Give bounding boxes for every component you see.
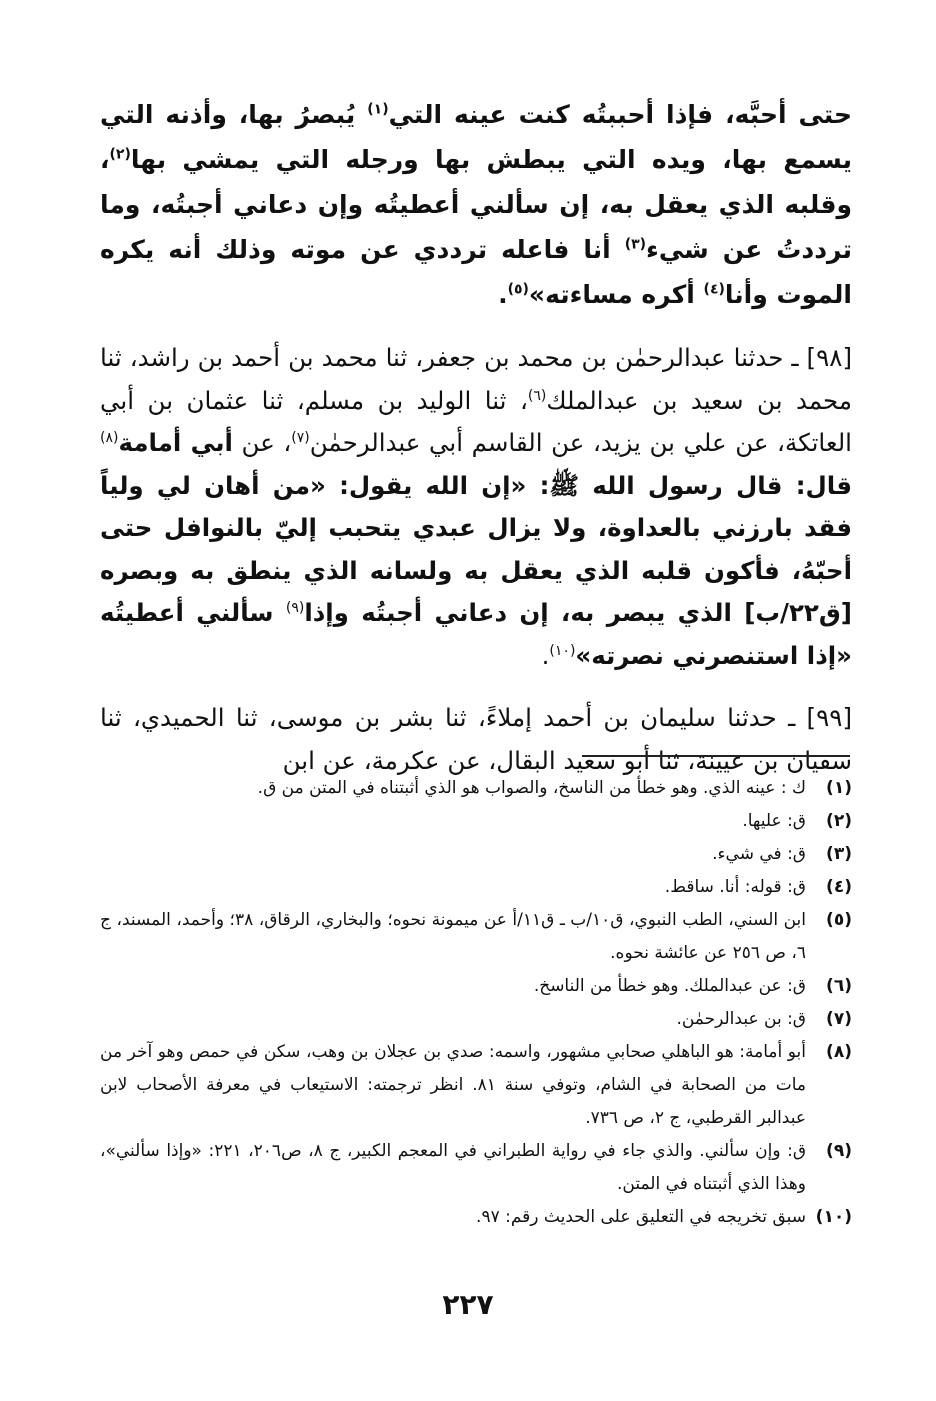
footnote-number: (٩)	[826, 1141, 852, 1161]
footnote-item	[100, 805, 852, 838]
footnote-text: أبو أمامة: هو الباهلي صحابي مشهور، واسمه: صدي بن عجلان بن وهب، سكن في حمص وهو آخر من مات من الصحابة في الشام، وتوفي سنة ٨١. انظر ترجمته: الاستيعاب في معرفة الأصحاب لابن عبدالبر القرطبي، ج ٢، ص ٧٣٦.	[100, 1042, 807, 1128]
footnote-ref[interactable]: (٥)	[507, 281, 529, 298]
footnote-text: ابن السني، الطب النبوي، ق١٠/ب ـ ق١١/أ عن ميمونة نحوه؛ والبخاري، الرقاق، ٣٨؛ وأحمد، المسند، ج ٦، ص ٢٥٦ عن عائشة نحوه.	[100, 910, 806, 963]
footnote-ref[interactable]: (٩)	[285, 599, 305, 616]
footnote-number: (٧)	[826, 1009, 852, 1029]
footnote-number: (٦)	[826, 976, 852, 996]
text-segment: أنا فاعله ترددي عن موته وذلك أنه يكره الموت وأنا	[100, 235, 852, 309]
footnote-item	[100, 838, 852, 871]
footnote-item	[100, 1201, 852, 1234]
text-segment: يُبصرُ بها، وأذنه التي يسمع بها، ويده التي يبطش بها ورجله التي يمشي بها	[100, 100, 852, 174]
text-segment: .	[541, 640, 550, 670]
text-segment-bold: أبي أمامة	[118, 428, 233, 457]
hadith-text: قال: قال رسول الله ﷺ: «إن الله يقول: «من أهان لي ولياً فقد بارزني بالعداوة، ولا يزال عبدي يتحبب إليّ بالنوافل حتى أحبّهُ، فأكون قلبه الذي يعقل به ولسانه الذي ينطق به وبصره [ق٢٢/ب] الذي يبصر به، إن دعاني أجبتُه وإذا	[100, 470, 852, 627]
page-number: ٢٢٧	[442, 1288, 494, 1321]
footnotes	[100, 772, 852, 1234]
footnote-number: (١٠)	[815, 1207, 852, 1227]
paragraph-3: [٩٩] ـ حدثنا سليمان بن أحمد إملاءً، ثنا بشر بن موسى، ثنا الحميدي، ثنا سفيان بن عيينة، ثنا أبو سعيد البقال، عن عكرمة، عن ابن	[100, 703, 852, 775]
footnote-item	[100, 1036, 852, 1135]
footnote-number: (٨)	[826, 1042, 852, 1062]
footnote-item	[100, 970, 852, 1003]
paragraph-1	[100, 92, 852, 317]
footnote-text: ق: قوله: أنا. ساقط.	[664, 877, 806, 897]
footnote-ref[interactable]: (٣)	[624, 236, 647, 253]
footnote-text: ق: في شيء.	[712, 844, 806, 864]
hadith-text: سألني أعطيتُه «إذا استنصرني نصرته»	[100, 598, 852, 670]
footnote-ref[interactable]: (٤)	[703, 281, 725, 298]
footnote-number: (٥)	[826, 910, 852, 930]
footnote-number: (٣)	[826, 844, 852, 864]
footnote-text: ق: عليها.	[742, 811, 806, 831]
main-text	[100, 92, 852, 782]
footnote-text: ق: وإن سألني. والذي جاء في رواية الطبراني في المعجم الكبير، ج ٨، ص٢٠٦، ٢٢١: «وإذا سألني»، وهذا الذي أثبتناه في المتن.	[100, 1141, 807, 1194]
footnote-ref[interactable]: (٨)	[100, 429, 119, 446]
footnote-number: (٢)	[826, 811, 852, 831]
text-segment: حتى أحبَّه، فإذا أحببتُه كنت عينه التي	[388, 100, 852, 129]
footnote-ref[interactable]: (٦)	[527, 387, 547, 404]
footnote-item	[100, 772, 852, 805]
text-segment: [٩٨] ـ حدثنا عبدالرحمٰن بن محمد بن جعفر، ثنا محمد بن أحمد بن راشد، ثنا محمد بن سعيد بن عبدالملك	[100, 343, 852, 415]
footnote-text: ق: بن عبدالرحمٰن.	[676, 1009, 806, 1029]
footnote-item	[100, 904, 852, 970]
footnote-number: (١)	[826, 778, 852, 798]
text-segment: ، ثنا الوليد بن مسلم، ثنا عثمان بن أبي العاتكة، عن علي بن يزيد، عن القاسم أبي عبدالرحمٰن	[100, 385, 852, 457]
text-segment: أكره مساءته»	[528, 280, 704, 309]
footnote-item	[100, 1003, 852, 1036]
footnote-text: سبق تخريجه في التعليق على الحديث رقم: ٩٧.	[476, 1207, 806, 1227]
footnote-item	[100, 871, 852, 904]
footnote-ref[interactable]: (١)	[367, 101, 389, 118]
text-segment: ، عن	[232, 428, 292, 457]
footnote-number: (٤)	[826, 877, 852, 897]
footnote-item	[100, 1135, 852, 1201]
footnote-divider	[582, 755, 850, 757]
footnote-text: ك : عينه الذي. وهو خطأ من الناسخ، والصواب هو الذي أثبتناه في المتن من ق.	[257, 778, 806, 798]
footnote-ref[interactable]: (١٠)	[549, 642, 576, 659]
text-segment: ، وقلبه الذي يعقل به، إن سألني أعطيتُه وإن دعاني أجبتُه، وما ترددتُ عن شيء	[100, 145, 852, 264]
paragraph-2	[100, 337, 852, 677]
footnote-ref[interactable]: (٧)	[291, 429, 310, 446]
text-segment: .	[498, 280, 508, 309]
footnote-text: ق: عن عبدالملك. وهو خطأ من الناسخ.	[533, 976, 806, 996]
footnote-ref[interactable]: (٢)	[109, 146, 131, 163]
